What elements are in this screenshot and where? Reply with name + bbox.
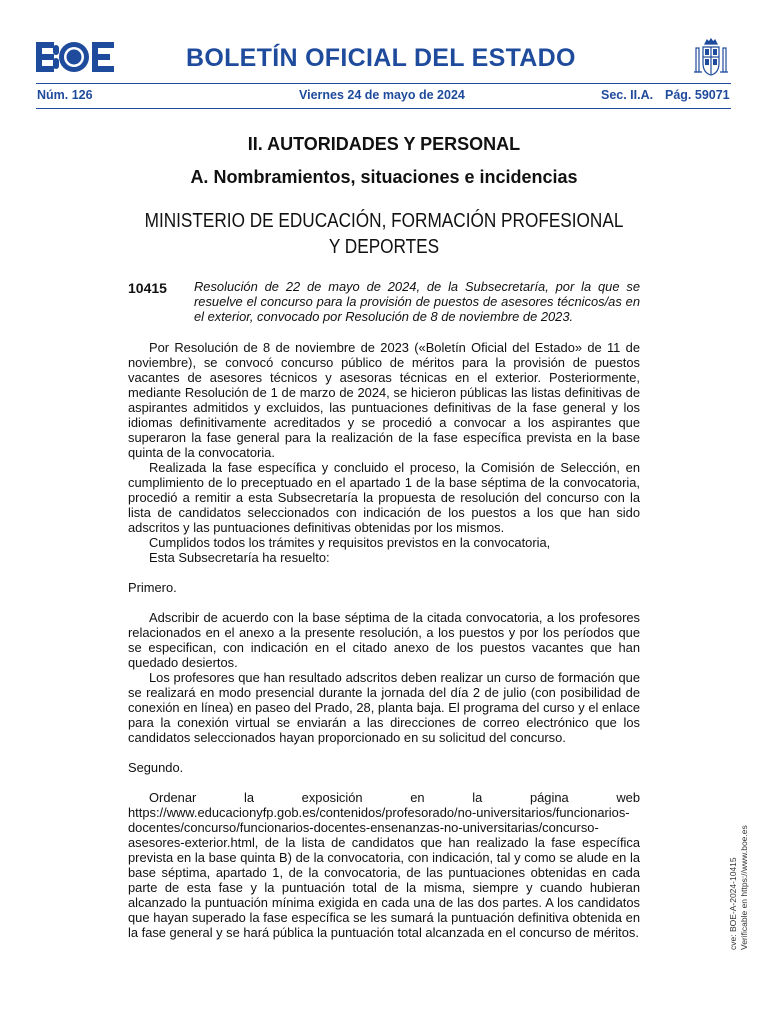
- paragraph: Ordenar la exposición en la página web https://www.educacionyfp.gob.es/contenidos/profesorado/no-universitarios/funcionarios-docentes/concurso/funcionarios-docentes-ensenanzas-no-universitarias/concurso-asesores-exterior.html, de la lista de candidatos que han realizado la fase específica prevista en la base quinta B) de la convocatoria, con indicación, tal y como se alude en la base séptima, apartado 1, de la convocatoria, de las puntuaciones obtenidas en cada parte de esta fase y la puntuación total de la misma, siempre y cuando hubieran alcanzado la puntuación mínima exigida en cada una de las dos partes. A los candidatos que hayan superado la fase específica se les sumará la puntuación definitiva obtenida en la fase general y se hará pública la puntuación total alcanzada en el concurso de méritos.: [128, 790, 640, 940]
- verification-url: Verificable en https://www.boe.es: [739, 825, 749, 950]
- paragraph: Realizada la fase específica y concluido el proceso, la Comisión de Selección, en cumplimiento de lo preceptuado en el apartado 1 de la base séptima de la convocatoria, procedió a remitir a esta Subsecretaría la propuesta de resolución del concurso con la lista de candidatos seleccionados con indicación de los puestos a los que han sido adscritos y las puntuaciones definitivas obtenidas por los mismos.: [128, 460, 640, 535]
- issue-number: Núm. 126: [37, 88, 93, 102]
- paragraph: Esta Subsecretaría ha resuelto:: [149, 550, 330, 565]
- heading-primero: Primero.: [128, 580, 177, 595]
- paragraph: Por Resolución de 8 de noviembre de 2023 («Boletín Oficial del Estado» de 11 de noviembre), se convocó concurso público de méritos para la provisión de puestos vacantes de asesores técnicos y asesoras técnicas en el exterior. Posteriormente, mediante Resolución de 1 de marzo de 2024, se hicieron públicas las listas definitivas de aspirantes admitidos y excluidos, las puntuaciones definitivas de la fase general y los idiomas definitivamente acreditados y se procedió a convocar a los aspirantes que superaron la fase general para la realización de la fase específica prevista en la base quinta de la convocatoria.: [128, 340, 640, 460]
- section-title: II. AUTORIDADES Y PERSONAL: [247, 134, 521, 154]
- newspaper-title: BOLETÍN OFICIAL DEL ESTADO: [186, 44, 576, 72]
- header-rule-bottom: [36, 108, 731, 109]
- issue-date: Viernes 24 de mayo de 2024: [299, 88, 465, 102]
- header-rule-top: [36, 83, 731, 84]
- heading-segundo: Segundo.: [128, 760, 184, 775]
- resolution-number: 10415: [128, 280, 167, 296]
- verification-text: [728, 825, 750, 950]
- paragraph: Los profesores que han resultado adscritos deben realizar un curso de formación que se realizará en modo presencial durante la jornada del día 2 de julio (con posibilidad de conexión en línea) en paseo del Prado, 28, planta baja. El programa del curso y el enlace para la conexión virtual se enviarán a las direcciones de correo electrónico que los candidatos seleccionados hayan proporcionado en su solicitud del concurso.: [128, 670, 640, 745]
- cve-code: cve: BOE-A-2024-10415: [728, 857, 738, 950]
- page-number: Pág. 59071: [665, 88, 730, 102]
- section-code: Sec. II.A.: [601, 88, 654, 102]
- section-subtitle: A. Nombramientos, situaciones e incidencias: [190, 167, 578, 187]
- ministry-line-2: Y DEPORTES: [328, 236, 440, 258]
- document-body: [128, 340, 640, 940]
- ministry-heading: [54, 208, 714, 260]
- paragraph: Cumplidos todos los trámites y requisitos previstos en la convocatoria,: [149, 535, 551, 550]
- coat-of-arms-icon: [690, 38, 732, 80]
- ministry-line-1: MINISTERIO DE EDUCACIÓN, FORMACIÓN PROFESIONAL: [144, 210, 624, 232]
- resolution-summary: Resolución de 22 de mayo de 2024, de la Subsecretaría, por la que se resuelve el concurso para la provisión de puestos de asesores técnicos/as en el exterior, convocado por Resolución de 8 de noviembre de 2023.: [194, 279, 640, 324]
- paragraph: Adscribir de acuerdo con la base séptima de la citada convocatoria, a los profesores relacionados en el anexo a la presente resolución, a los puestos y por los períodos que se especifican, con indicación en el citado anexo de los puestos vacantes que han quedado desiertos.: [128, 610, 640, 670]
- verification-sidebar: [728, 822, 752, 950]
- boe-logo: [36, 42, 114, 72]
